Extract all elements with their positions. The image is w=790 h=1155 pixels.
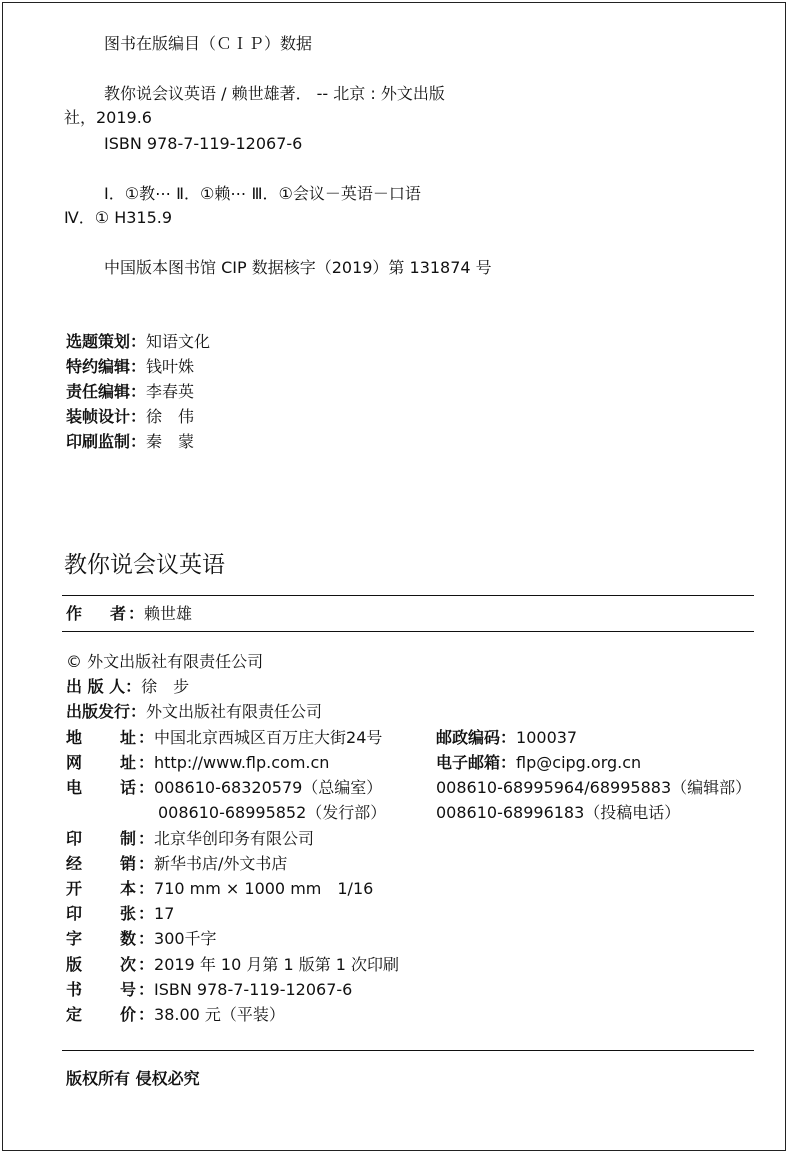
staff-row: 装帧设计：徐 伟 — [66, 407, 195, 426]
staff-value: 钱叶姝 — [146, 357, 195, 376]
staff-label: 特约编辑 — [66, 357, 131, 376]
staff-row: 特约编辑：钱叶姝 — [66, 357, 195, 376]
author-rule — [62, 631, 754, 632]
rights-notice: 版权所有 侵权必究 — [66, 1069, 200, 1088]
postcode-value: 100037 — [516, 728, 578, 747]
author-value: 赖世雄 — [144, 604, 193, 623]
sheets-label-1: 印 — [66, 904, 83, 923]
address-row: 地 址 ：中国北京西城区百万庄大街24号 — [66, 728, 383, 747]
staff-row: 责任编辑：李春英 — [66, 382, 195, 401]
phone-editorial-dept: 008610-68995964/68995883（编辑部） — [436, 778, 752, 797]
price-value: 38.00 元（平装） — [154, 1005, 285, 1024]
postcode-label: 邮政编码 — [436, 728, 501, 747]
copyright: © 外文出版社有限责任公司 — [66, 652, 264, 671]
distributor-row: 出版发行：外文出版社有限责任公司 — [66, 702, 323, 721]
staff-label: 责任编辑 — [66, 382, 131, 401]
seller-label-2: 销 — [120, 854, 137, 873]
staff-label: 装帧设计 — [66, 407, 131, 426]
sheets-label-2: 张 — [120, 904, 137, 923]
cip-classification-1: Ⅰ．①教⋯ Ⅱ．①赖⋯ Ⅲ．①会议－英语－口语 — [104, 184, 421, 203]
author-label-2: 者 — [110, 604, 127, 623]
phone-label-2: 话 — [120, 778, 137, 797]
format-row: 开 本 ：710 mm × 1000 mm 1/16 — [66, 879, 374, 898]
seller-label-1: 经 — [66, 854, 83, 873]
edition-value: 2019 年 10 月第 1 版第 1 次印刷 — [154, 955, 400, 974]
book-title: 教你说会议英语 — [64, 552, 225, 578]
printer-row: 印 制 ：北京华创印务有限公司 — [66, 829, 315, 848]
publisher-value: 徐 步 — [141, 677, 190, 696]
words-label-1: 字 — [66, 929, 83, 948]
distributor-label: 出版发行 — [66, 702, 131, 721]
publisher-row: 出 版 人：徐 步 — [66, 677, 190, 696]
edition-label-2: 次 — [120, 955, 137, 974]
website-label-1: 网 — [66, 753, 83, 772]
words-value: 300千字 — [154, 929, 217, 948]
author-label-1: 作 — [66, 604, 83, 623]
phone-editorial-office: 008610-68320579（总编室） — [154, 778, 383, 797]
address-label-2: 址 — [120, 728, 137, 747]
cip-heading: 图书在版编目（ＣＩＰ）数据 — [104, 34, 313, 53]
staff-value: 秦 蒙 — [146, 432, 195, 451]
website-value: http://www.flp.com.cn — [154, 753, 330, 772]
distributor-value: 外文出版社有限责任公司 — [146, 702, 323, 721]
postcode-row: 邮政编码：100037 — [436, 728, 578, 747]
phone-row: 电 话 ：008610-68320579（总编室） — [66, 778, 383, 797]
publisher-label: 出 版 人 — [66, 677, 126, 696]
format-label-1: 开 — [66, 879, 83, 898]
address-value: 中国北京西城区百万庄大街24号 — [154, 728, 383, 747]
book-number-row: 书 号 ：ISBN 978-7-119-12067-6 — [66, 980, 353, 999]
cip-line-2: 社，2019.6 — [64, 108, 152, 127]
sheets-value: 17 — [154, 904, 175, 923]
price-label-1: 定 — [66, 1005, 83, 1024]
cip-line-1: 教你说会议英语 / 赖世雄著． -- 北京 : 外文出版 — [104, 84, 445, 103]
phone-distribution-dept: 008610-68995852（发行部） — [158, 803, 387, 822]
staff-label: 印刷监制 — [66, 432, 131, 451]
edition-row: 版 次 ：2019 年 10 月第 1 版第 1 次印刷 — [66, 955, 400, 974]
edition-label-1: 版 — [66, 955, 83, 974]
format-label-2: 本 — [120, 879, 137, 898]
cip-record-number: 中国版本图书馆 CIP 数据核字（2019）第 131874 号 — [104, 258, 492, 277]
staff-label: 选题策划 — [66, 332, 131, 351]
staff-row: 印刷监制：秦 蒙 — [66, 432, 195, 451]
staff-row: 选题策划：知语文化 — [66, 332, 211, 351]
website-row: 网 址 ：http://www.flp.com.cn — [66, 753, 330, 772]
printer-label-1: 印 — [66, 829, 83, 848]
cip-isbn: ISBN 978-7-119-12067-6 — [104, 134, 303, 153]
sheets-row: 印 张 ：17 — [66, 904, 175, 923]
price-row: 定 价 ：38.00 元（平装） — [66, 1005, 285, 1024]
words-label-2: 数 — [120, 929, 137, 948]
seller-row: 经 销 ：新华书店/外文书店 — [66, 854, 288, 873]
book-number-value: ISBN 978-7-119-12067-6 — [154, 980, 353, 999]
price-label-2: 价 — [120, 1005, 137, 1024]
book-number-label-2: 号 — [120, 980, 137, 999]
printer-value: 北京华创印务有限公司 — [154, 829, 315, 848]
format-value: 710 mm × 1000 mm 1/16 — [154, 879, 374, 898]
email-row: 电子邮箱：flp@cipg.org.cn — [436, 753, 642, 772]
email-value: flp@cipg.org.cn — [516, 753, 642, 772]
footer-rule — [62, 1050, 754, 1051]
book-number-label-1: 书 — [66, 980, 83, 999]
staff-value: 李春英 — [146, 382, 195, 401]
printer-label-2: 制 — [120, 829, 137, 848]
phone-label-1: 电 — [66, 778, 83, 797]
words-row: 字 数 ：300千字 — [66, 929, 217, 948]
address-label-1: 地 — [66, 728, 83, 747]
email-label: 电子邮箱 — [436, 753, 501, 772]
staff-value: 徐 伟 — [146, 407, 195, 426]
phone-submissions: 008610-68996183（投稿电话） — [436, 803, 681, 822]
author-row: 作 者 ：赖世雄 — [66, 604, 193, 623]
staff-value: 知语文化 — [146, 332, 211, 351]
website-label-2: 址 — [120, 753, 137, 772]
title-rule — [62, 595, 754, 596]
cip-classification-2: Ⅳ．① H315.9 — [64, 208, 173, 227]
seller-value: 新华书店/外文书店 — [154, 854, 288, 873]
